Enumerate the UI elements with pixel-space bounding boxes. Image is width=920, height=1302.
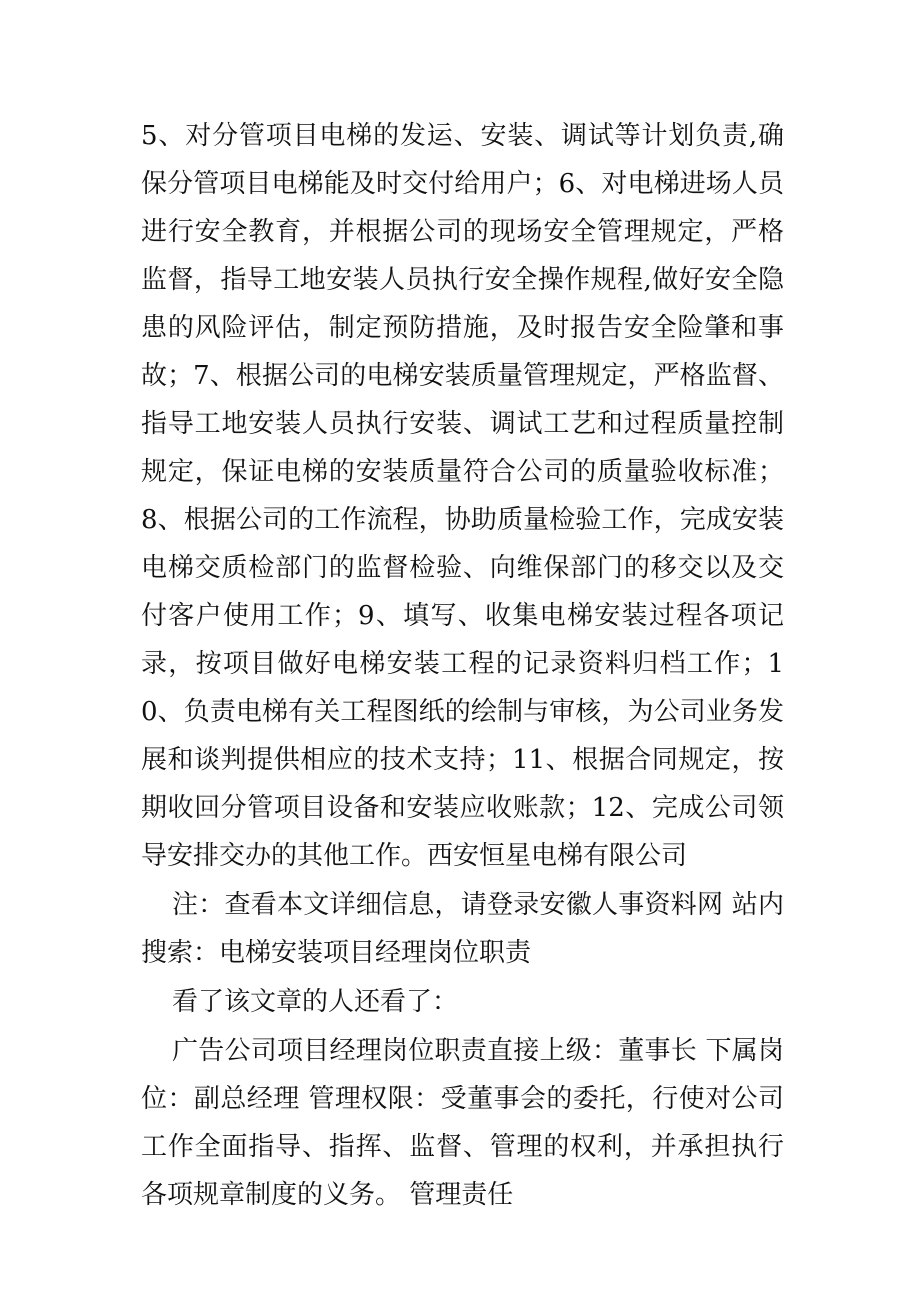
paragraph-related-article: 广告公司项目经理岗位职责直接上级：董事长 下属岗位：副总经理 管理权限：受董事会的委托，行使对公司工作全面指导、指挥、监督、管理的权利，并承担执行各项规章制度的义务。 管理责任 xyxy=(141,1036,784,1210)
paragraph-note: 注：查看本文详细信息，请登录安徽人事资料网 站内搜索：电梯安装项目经理岗位职责 xyxy=(141,890,784,968)
paragraph-related-heading: 看了该文章的人还看了： xyxy=(172,987,459,1017)
paragraph-responsibilities: 5、对分管项目电梯的发运、安装、调试等计划负责,确保分管项目电梯能及时交付给用户；6、对电梯进场人员进行安全教育，并根据公司的现场安全管理规定，严格监督，指导工地安装人员执行安全操作规程,做好安全隐患的风险评估，制定预防措施，及时报告安全险肇和事故；7、根据公司的电梯安装质量管理规定，严格监督、指导工地安装人员执行安装、调试工艺和过程质量控制规定，保证电梯的安装质量符合公司的质量验收标准；8、根据公司的工作流程，协助质量检验工作，完成安装电梯交质检部门的监督检验、向维保部门的移交以及交付客户使用工作；9、填写、收集电梯安装过程各项记录，按项目做好电梯安装工程的记录资料归档工作；10、负责电梯有关工程图纸的绘制与审核，为公司业务发展和谈判提供相应的技术支持；11、根据合同规定，按期收回分管项目设备和安装应收账款；12、完成公司领导安排交办的其他工作。西安恒星电梯有限公司 xyxy=(141,121,784,871)
